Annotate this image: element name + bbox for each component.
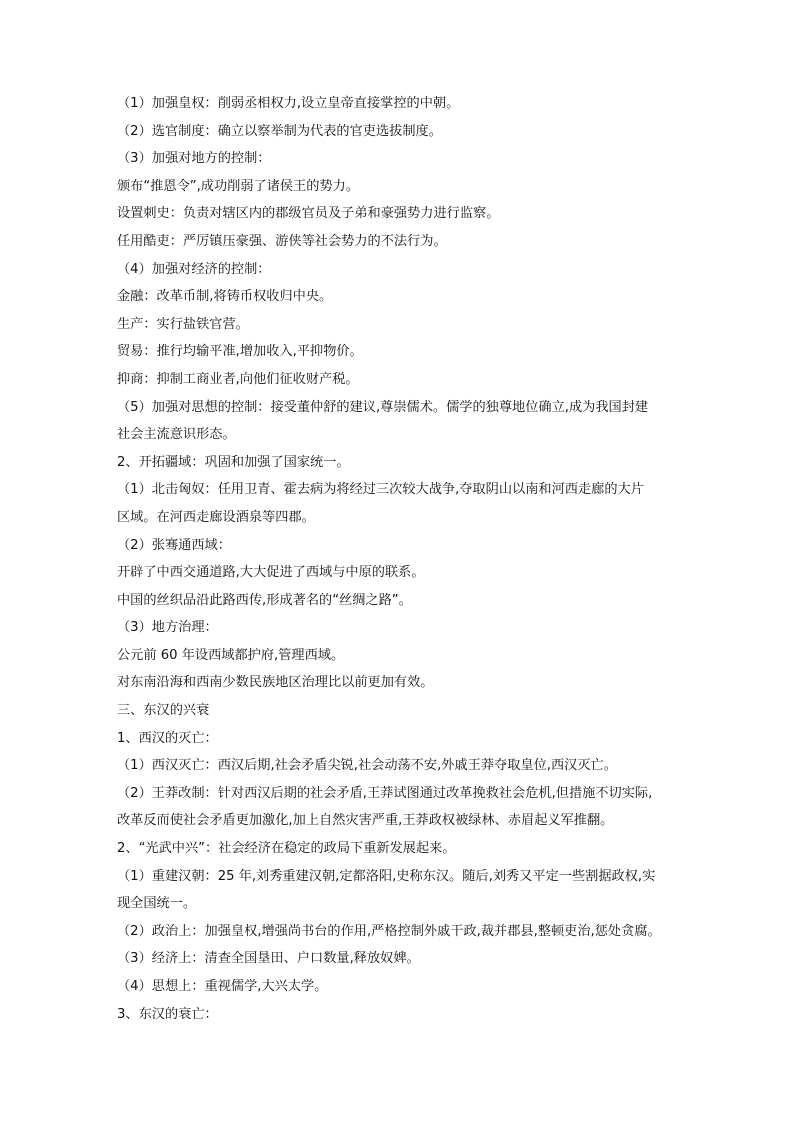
text-line: 抑商：抑制工商业者,向他们征收财产税。 [117,371,359,387]
text-line: （2）张骞通西域： [117,537,231,553]
text-line: 现全国统一。 [117,896,197,912]
section-heading: 2、开拓疆域：巩固和加强了国家统一。 [117,454,350,470]
section-heading: 1、西汉的灭亡： [117,730,218,746]
text-line: 社会主流意识形态。 [117,427,236,443]
text-line: （5）加强对思想的控制：接受董仲舒的建议,尊崇儒术。儒学的独尊地位确立,成为我国封建 [117,399,649,415]
text-line: 金融：改革币制,将铸币权收归中央。 [117,289,333,305]
text-line: 设置刺史：负责对辖区内的郡级官员及子弟和豪强势力进行监察。 [117,206,500,222]
text-line: 公元前 60 年设西域都护府,管理西域。 [117,647,345,663]
text-line: （4）思想上：重视儒学,大兴太学。 [117,979,328,994]
text-line: （2）政治上：加强皇权,增强尚书台的作用,严格控制外戚干政,裁并郡县,整顿吏治,惩处贪腐。 [117,923,661,939]
text-line: 中国的丝织品沿此路西传,形成著名的“丝绸之路”。 [117,592,412,608]
text-line: （1）重建汉朝：25 年,刘秀重建汉朝,定都洛阳,史称东汉。随后,刘秀又平定一些割据政权,实 [117,868,656,884]
section-heading: 3、东汉的衰亡： [117,1006,218,1022]
text-line: （1）加强皇权：削弱丞相权力,设立皇帝直接掌控的中朝。 [117,96,460,111]
text-line: （3）地方治理： [117,620,218,636]
text-line: 颁布“推恩令”,成功削弱了诸侯王的势力。 [117,178,360,194]
text-line: 任用酷吏：严厉镇压豪强、游侠等社会势力的不法行为。 [117,233,447,249]
text-line: （1）西汉灭亡：西汉后期,社会矛盾尖锐,社会动荡不安,外戚王莽夺取皇位,西汉灭亡。 [117,758,617,774]
text-line: （2）王莽改制：针对西汉后期的社会矛盾,王莽试图通过改革挽救社会危机,但措施不切实际, [117,785,653,801]
text-line: （4）加强对经济的控制： [117,261,271,277]
section-heading: 2、“光武中兴”：社会经济在稳定的政局下重新发展起来。 [117,841,456,857]
text-line: 开辟了中西交通道路,大大促进了西域与中原的联系。 [117,565,425,581]
chapter-heading: 三、东汉的兴衰 [117,703,210,719]
document-page [117,90,687,1028]
text-line: 区域。在河西走廊设酒泉等四郡。 [117,509,315,525]
text-line: 贸易：推行均输平准,增加收入,平抑物价。 [117,344,363,360]
text-line: 改革反而使社会矛盾更加激化,加上自然灾害严重,王莽政权被绿林、赤眉起义军推翻。 [117,813,614,829]
text-line: 对东南沿海和西南少数民族地区治理比以前更加有效。 [117,675,434,691]
text-line: （1）北击匈奴：任用卫青、霍去病为将经过三次较大战争,夺取阴山以南和河西走廊的大片 [117,482,644,498]
text-line: （3）经济上：清查全国垦田、户口数量,释放奴婢。 [117,951,420,967]
text-line: （2）选官制度：确立以察举制为代表的官吏选拔制度。 [117,123,442,139]
text-line: 生产：实行盐铁官营。 [117,316,249,332]
text-line: （3）加强对地方的控制： [117,151,271,167]
